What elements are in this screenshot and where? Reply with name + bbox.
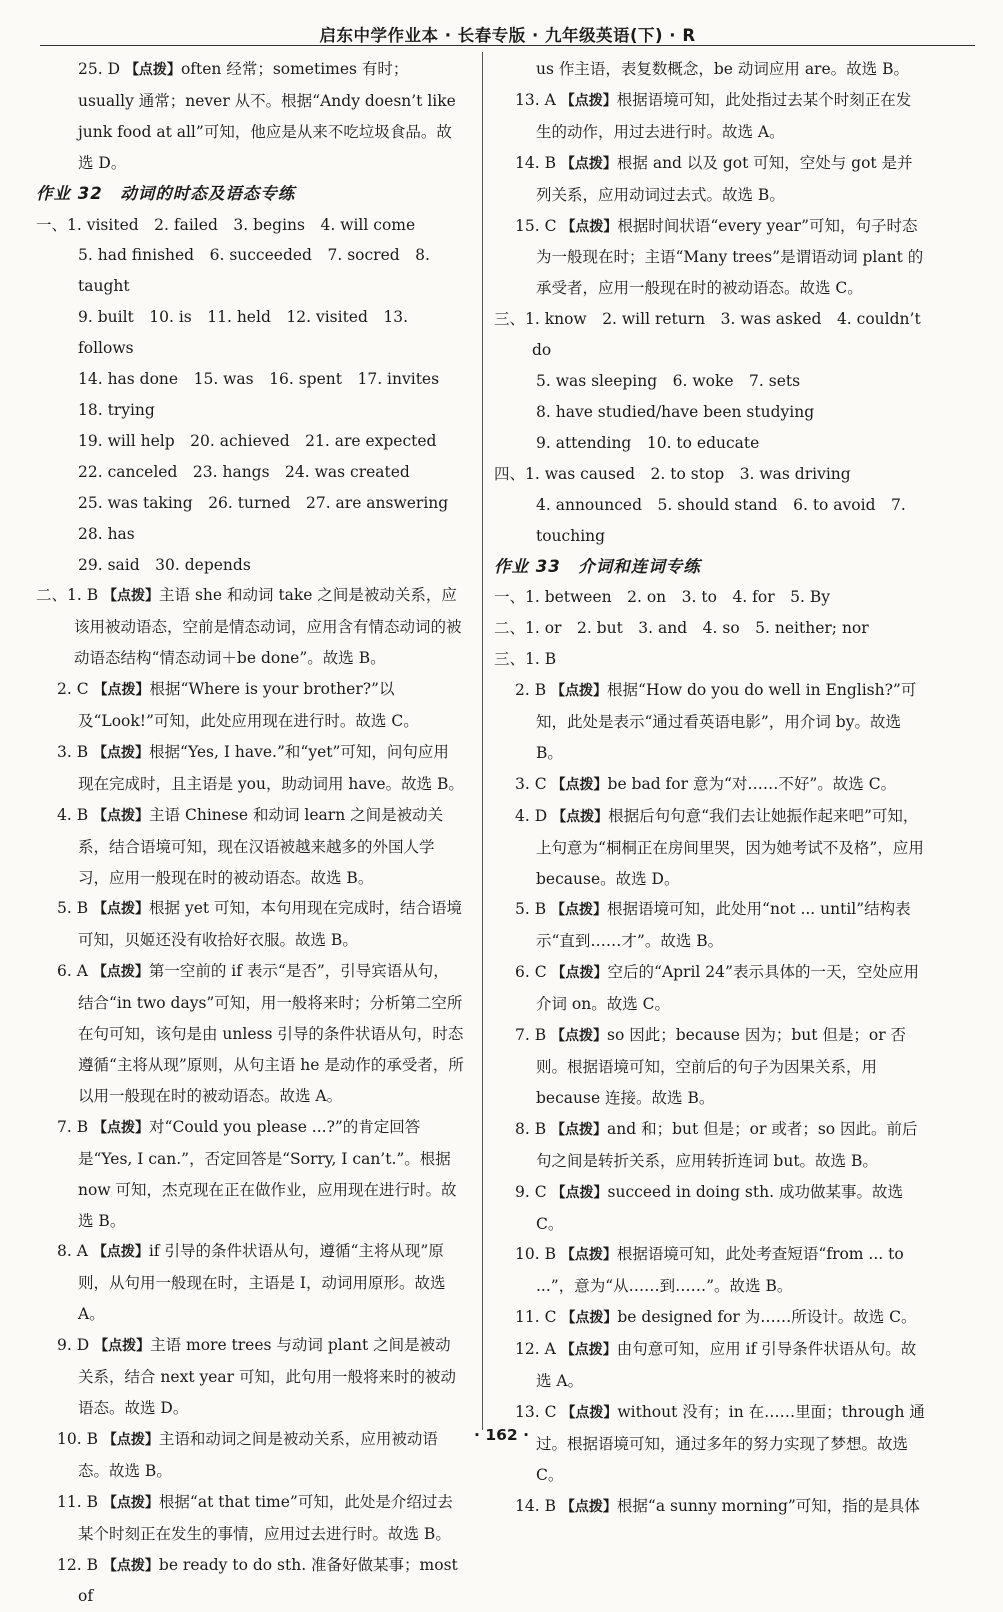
- answer-entry: 25. was taking 26. turned 27. are answering 28. has: [36, 488, 464, 550]
- answer-entry: 8. have studied/have been studying: [494, 397, 926, 428]
- answer-entry: 4. D 【点拨】根据后句句意“我们去让她振作起来吧”可知，上句意为“桐桐正在房间里哭，因为她考试不及格”，应用 because。故选 D。: [494, 801, 926, 895]
- tip-label: 【点拨】: [103, 1558, 159, 1574]
- tip-label: 【点拨】: [552, 1185, 608, 1201]
- answer-entry: 7. B 【点拨】so 因此；because 因为；but 但是；or 否则。根据语境可知，空前后的句子为因果关系，用 because 连接。故选 B。: [494, 1020, 926, 1114]
- tip-label: 【点拨】: [551, 902, 607, 918]
- tip-label: 【点拨】: [93, 745, 149, 761]
- answer-entry: 12. A 【点拨】由句意可知，应用 if 引导条件状语从句。故选 A。: [494, 1334, 926, 1397]
- tip-label: 【点拨】: [552, 777, 608, 793]
- answer-entry: 8. A 【点拨】if 引导的条件状语从句，遵循“主将从现”原则，从句用一般现在时，主语是 I，动词用原形。故选 A。: [36, 1236, 464, 1330]
- section-heading: 作业 33 介词和连词专练: [494, 552, 926, 583]
- answer-entry: 4. announced 5. should stand 6. to avoid 7. touching: [494, 490, 926, 552]
- answer-entry: 9. C 【点拨】succeed in doing sth. 成功做某事。故选 C。: [494, 1177, 926, 1240]
- answer-entry: 三、1. B: [494, 644, 926, 675]
- tip-label: 【点拨】: [93, 1244, 149, 1260]
- answer-entry: 4. B 【点拨】主语 Chinese 和动词 learn 之间是被动关系，结合语境可知，现在汉语被越来越多的外国人学习，应用一般现在时的被动语态。故选 B。: [36, 800, 464, 894]
- tip-label: 【点拨】: [103, 1432, 159, 1448]
- answer-entry: 5. had finished 6. succeeded 7. socred 8. taught: [36, 240, 464, 302]
- answer-entry: 9. D 【点拨】主语 more trees 与动词 plant 之间是被动关系，结合 next year 可知，此句用一般将来时的被动语态。故选 D。: [36, 1330, 464, 1424]
- answer-entry: 3. B 【点拨】根据“Yes, I have.”和“yet”可知，问句应用现在完成时，且主语是 you，助动词用 have。故选 B。: [36, 737, 464, 800]
- answer-entry: 3. C 【点拨】be bad for 意为“对……不好”。故选 C。: [494, 769, 926, 801]
- tip-label: 【点拨】: [103, 588, 159, 604]
- answer-entry: 9. attending 10. to educate: [494, 428, 926, 459]
- answer-entry: 四、1. was caused 2. to stop 3. was driving: [494, 459, 926, 490]
- answer-entry: 15. C 【点拨】根据时间状语“every year”可知，句子时态为一般现在时；主语“Many trees”是谓语动词 plant 的承受者，应用一般现在时的被动语态。故选 C。: [494, 211, 926, 305]
- tip-label: 【点拨】: [551, 1028, 607, 1044]
- tip-label: 【点拨】: [551, 1122, 607, 1138]
- answer-entry: 19. will help 20. achieved 21. are expected: [36, 426, 464, 457]
- page-number: · 162 ·: [0, 1426, 1003, 1444]
- column-divider: [482, 52, 483, 1430]
- answer-entry: 12. B 【点拨】be ready to do sth. 准备好做某事；most of: [36, 1550, 464, 1612]
- left-column: [36, 54, 464, 1612]
- tip-label: 【点拨】: [93, 901, 149, 917]
- answer-entry: 6. C 【点拨】空后的“April 24”表示具体的一天，空处应用介词 on。故选 C。: [494, 957, 926, 1020]
- answer-entry: 7. B 【点拨】对“Could you please ...?”的肯定回答是“Yes, I can.”，否定回答是“Sorry, I can’t.”。根据 now 可知，杰克现在正在做作业，应用现在进行时。故选 B。: [36, 1112, 464, 1237]
- answer-entry: 22. canceled 23. hangs 24. was created: [36, 457, 464, 488]
- answer-entry: 二、1. B 【点拨】主语 she 和动词 take 之间是被动关系，应该用被动语态，空前是情态动词，应用含有情态动词的被动语态结构“情态动词＋be done”。故选 B。: [36, 580, 464, 674]
- tip-label: 【点拨】: [561, 219, 617, 235]
- answer-entry: 14. B 【点拨】根据 and 以及 got 可知，空处与 got 是并列关系，应用动词过去式。故选 B。: [494, 148, 926, 211]
- answer-entry: 一、1. between 2. on 3. to 4. for 5. By: [494, 582, 926, 613]
- tip-label: 【点拨】: [561, 1342, 617, 1358]
- tip-label: 【点拨】: [93, 808, 149, 824]
- tip-label: 【点拨】: [93, 964, 149, 980]
- tip-label: 【点拨】: [93, 1120, 149, 1136]
- answer-entry: 5. was sleeping 6. woke 7. sets: [494, 366, 926, 397]
- answer-entry: 14. has done 15. was 16. spent 17. invites 18. trying: [36, 364, 464, 426]
- answer-entry: 2. B 【点拨】根据“How do you do well in English?”可知，此处是表示“通过看英语电影”，用介词 by。故选 B。: [494, 675, 926, 769]
- tip-label: 【点拨】: [561, 93, 617, 109]
- tip-label: 【点拨】: [552, 809, 608, 825]
- answer-entry: 2. C 【点拨】根据“Where is your brother?”以及“Look!”可知，此处应用现在进行时。故选 C。: [36, 674, 464, 737]
- answer-entry: 10. B 【点拨】主语和动词之间是被动关系，应用被动语态。故选 B。: [36, 1424, 464, 1487]
- section-heading: 作业 32 动词的时态及语态专练: [36, 179, 464, 210]
- tip-label: 【点拨】: [561, 1247, 617, 1263]
- tip-label: 【点拨】: [103, 1495, 159, 1511]
- answer-entry: 11. B 【点拨】根据“at that time”可知，此处是介绍过去某个时刻正在发生的事情，应用过去进行时。故选 B。: [36, 1487, 464, 1550]
- tip-label: 【点拨】: [561, 156, 617, 172]
- answer-entry: 9. built 10. is 11. held 12. visited 13. follows: [36, 302, 464, 364]
- tip-label: 【点拨】: [125, 62, 181, 78]
- answer-entry: 5. B 【点拨】根据语境可知，此处用“not ... until”结构表示“直到……才”。故选 B。: [494, 894, 926, 957]
- right-column: [494, 54, 926, 1523]
- answer-entry: 13. C 【点拨】without 没有；in 在……里面；through 通过。根据语境可知，通过多年的努力实现了梦想。故选 C。: [494, 1397, 926, 1491]
- running-header: 启东中学作业本 · 长春专版 · 九年级英语(下) · R: [40, 22, 975, 46]
- answer-entry: 二、1. or 2. but 3. and 4. so 5. neither; nor: [494, 613, 926, 644]
- header-rule: [40, 45, 975, 46]
- answer-entry: 29. said 30. depends: [36, 550, 464, 581]
- tip-label: 【点拨】: [561, 1499, 617, 1515]
- answer-entry: 10. B 【点拨】根据语境可知，此处考查短语“from ... to ...”，意为“从……到……”。故选 B。: [494, 1239, 926, 1302]
- answer-entry: us 作主语，表复数概念，be 动词应用 are。故选 B。: [494, 54, 926, 85]
- answer-entry: 13. A 【点拨】根据语境可知，此处指过去某个时刻正在发生的动作，用过去进行时。故选 A。: [494, 85, 926, 148]
- answer-entry: 11. C 【点拨】be designed for 为……所设计。故选 C。: [494, 1302, 926, 1334]
- answer-entry: 6. A 【点拨】第一空前的 if 表示“是否”，引导宾语从句，结合“in two days”可知，用一般将来时；分析第二空所在句可知，该句是由 unless 引导的条件状语从句，时态遵循“主将从现”原则，从句主语 he 是动作的承受者，所以用一般现在时的被动语态。故选 A。: [36, 956, 464, 1112]
- tip-label: 【点拨】: [552, 965, 608, 981]
- tip-label: 【点拨】: [551, 683, 607, 699]
- answer-entry: 三、1. know 2. will return 3. was asked 4. couldn’t do: [494, 304, 926, 366]
- answer-entry: 25. D 【点拨】often 经常；sometimes 有时；usually 通常；never 从不。根据“Andy doesn’t like junk food at all”可知，他应是从来不吃垃圾食品。故选 D。: [36, 54, 464, 179]
- tip-label: 【点拨】: [94, 1338, 150, 1354]
- tip-label: 【点拨】: [561, 1405, 617, 1421]
- tip-label: 【点拨】: [561, 1310, 617, 1326]
- answer-entry: 8. B 【点拨】and 和；but 但是；or 或者；so 因此。前后句之间是转折关系，应用转折连词 but。故选 B。: [494, 1114, 926, 1177]
- answer-entry: 14. B 【点拨】根据“a sunny morning”可知，指的是具体: [494, 1491, 926, 1523]
- answer-entry: 5. B 【点拨】根据 yet 可知，本句用现在完成时，结合语境可知，贝姬还没有收拾好衣服。故选 B。: [36, 893, 464, 956]
- tip-label: 【点拨】: [94, 682, 150, 698]
- answer-entry: 一、1. visited 2. failed 3. begins 4. will come: [36, 210, 464, 241]
